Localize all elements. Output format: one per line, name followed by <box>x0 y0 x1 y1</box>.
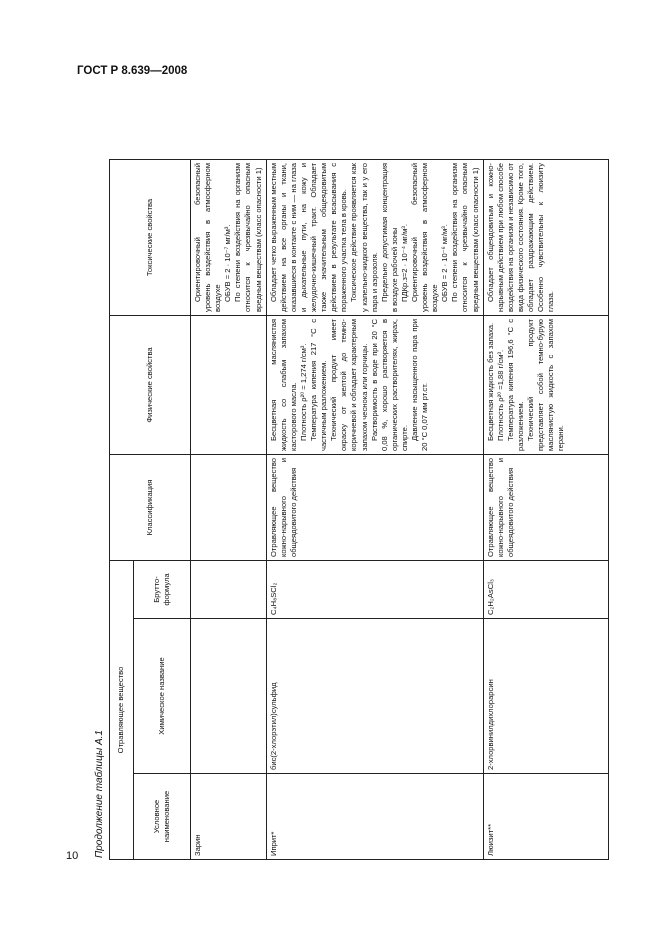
cell-toxic <box>483 160 608 316</box>
toxic-text: По степени воздействия на организм относится к чрезвычайно опасным вредным веществам (класс опасности 1) <box>233 163 263 312</box>
page-number: 10 <box>66 850 79 862</box>
col-header-classification: Классификация <box>110 455 191 561</box>
toxic-text: Токсическое действие проявляется как у капельно-жидкого вещества, так и у его пара и аэрозоля. <box>349 163 379 312</box>
table-row <box>191 160 267 860</box>
classification-text: Отравляющее вещество кожно-нарывного и общеядовитого действия <box>485 458 515 557</box>
toxic-text: Обладает общеядовитым и кожно-нарывным действием при любом способе воздействия на организм и независимо от вида физического состояния. Кроме того, обладает раздражающим действием. Особенно чувствительны к люизиту глаза. <box>485 163 556 312</box>
col-header-chem-name: Химическое название <box>134 619 191 774</box>
col-header-formula: Брутто-формула <box>134 561 191 619</box>
col-header-physical: Физические свойства <box>110 316 191 455</box>
cell-physical <box>483 316 608 455</box>
cell-short-name: Иприт* <box>266 774 483 860</box>
cell-formula <box>191 561 267 619</box>
table-row <box>483 160 608 860</box>
physical-text: Плотность ρ²⁰ = 1,274 г/см³. <box>298 343 308 441</box>
cell-toxic <box>266 160 483 316</box>
cell-short-name: Зарин <box>191 774 267 860</box>
cell-physical <box>191 316 267 455</box>
physical-text: Температура кипения 217 °С с частичным разложением. <box>309 319 329 451</box>
physical-text: Бесцветная маслянистая жидкость со слабым запахом касторового масла. <box>268 319 298 451</box>
classification-text: Отравляющее вещество кожно-нарывного и общеядовитого действия <box>268 458 298 557</box>
table-continuation-label: Продолжение таблицы А.1 <box>94 730 105 858</box>
cell-classification <box>483 455 608 561</box>
cell-physical <box>266 316 483 455</box>
cell-chem-name <box>191 619 267 774</box>
toxic-text: ОБУВ = 2 · 10⁻⁷ мг/м³. <box>223 224 233 302</box>
cell-chem-name: бис(2-хлорэтил)сульфид <box>266 619 483 774</box>
rotated-table-area <box>92 160 570 860</box>
col-group-header: Отравляющее вещество <box>110 561 134 860</box>
cell-formula: C₄H₈SCl₂ <box>266 561 483 619</box>
col-header-toxic: Токсические свойства <box>110 160 191 316</box>
document-header: ГОСТ Р 8.639—2008 <box>77 65 188 77</box>
table-row <box>266 160 483 860</box>
toxic-text: ОБУВ = 2 · 10⁻⁶ мг/м³. <box>440 224 450 302</box>
toxic-text: По степени воздействия на организм относится к чрезвычайно опасным вредным веществам (класс опасности 1) <box>450 163 480 312</box>
cell-toxic <box>191 160 267 316</box>
col-header-short-name: Условное наименование <box>134 774 191 860</box>
toxic-text: Ориентировочный безопасный уровень воздействия в атмосферном воздухе <box>193 163 223 312</box>
cell-chem-name: 2-хлорвинилдихлорарсин <box>483 619 608 774</box>
physical-text: Технический продукт представляет собой темно-бурую маслянистую жидкость с запахом герани. <box>526 319 566 451</box>
physical-text: Технический продукт имеет окраску от желтой до темно-коричневой и обладает характерным запахом чеснока или горчицы. <box>329 319 369 451</box>
cell-classification <box>191 455 267 561</box>
toxic-text: Обладает четко выраженным местным действием на все органы и ткани, оказавшиеся в контакте с ним — на глаза и дыхательные пути, на кожу и желудочно-кишечный тракт. Обладает также значительным общеядовитым действием в результате всасывания с пораженного участка тела в кровь. <box>268 163 349 312</box>
substances-table <box>109 159 609 860</box>
cell-short-name: Люизит** <box>483 774 608 860</box>
toxic-text: ПДКр.з=2 · 10⁻⁴ мг/м³. <box>399 223 409 302</box>
physical-text: Бесцветная жидкость без запаха. <box>485 322 495 441</box>
physical-text: Растворимость в воде при 20 °С 0,08 %, хорошо растворяется в органических растворителях, жирах, спирте. <box>369 319 409 451</box>
physical-text: Температура кипения 196,6 °С с разложением. <box>505 319 525 451</box>
cell-classification <box>266 455 483 561</box>
physical-text: Давление насыщенного пара при 20 °С 0,07 мм рт.ст. <box>409 319 430 451</box>
physical-text: Плотность ρ²⁰ =1,88 г/см³. <box>495 349 505 441</box>
toxic-text: Ориентировочный безопасный уровень воздействия в атмосферном воздухе <box>409 163 440 312</box>
toxic-text: Предельно допустимая концентрация в воздухе рабочей зоны <box>379 163 399 312</box>
cell-formula: C₂H₂AsCl₃ <box>483 561 608 619</box>
